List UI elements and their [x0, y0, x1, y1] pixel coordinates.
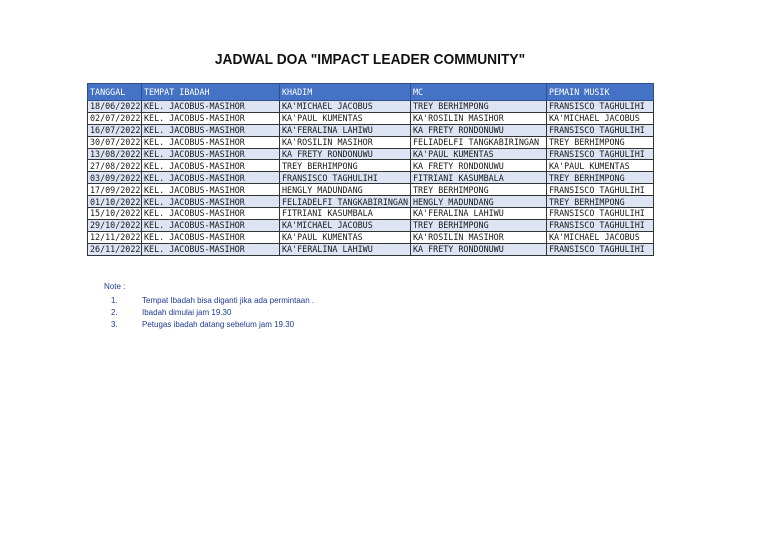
table-row — [88, 231, 654, 243]
cell-khadim: KA'FERALINA LAHIWU — [280, 243, 411, 255]
cell-pemain-musik: TREY BERHIMPONG — [547, 196, 654, 208]
cell-khadim: TREY BERHIMPONG — [280, 160, 411, 172]
cell-pemain-musik: KA'MICHAEL JACOBUS — [547, 231, 654, 243]
cell-tanggal: 30/07/2022 — [88, 136, 142, 148]
note-item — [104, 318, 314, 330]
cell-tempat-ibadah: KEL. JACOBUS-MASIHOR — [142, 101, 280, 113]
cell-khadim: FRANSISCO TAGHULIHI — [280, 172, 411, 184]
cell-mc: KA FRETY RONDONUWU — [411, 160, 547, 172]
cell-tanggal: 18/06/2022 — [88, 101, 142, 113]
cell-tanggal: 03/09/2022 — [88, 172, 142, 184]
page-title: JADWAL DOA "IMPACT LEADER COMMUNITY" — [214, 51, 526, 68]
cell-tanggal: 17/09/2022 — [88, 184, 142, 196]
cell-mc: KA FRETY RONDONUWU — [411, 243, 547, 255]
cell-khadim: KA'PAUL KUMENTAS — [280, 231, 411, 243]
cell-tanggal: 02/07/2022 — [88, 112, 142, 124]
cell-khadim: KA'ROSILIN MASIHOR — [280, 136, 411, 148]
cell-mc: KA'ROSILIN MASIHOR — [411, 231, 547, 243]
cell-pemain-musik: FRANSISCO TAGHULIHI — [547, 184, 654, 196]
table-row — [88, 136, 654, 148]
cell-tanggal: 27/08/2022 — [88, 160, 142, 172]
cell-khadim: FELIADELFI TANGKABIRINGAN — [280, 196, 411, 208]
cell-tanggal: 01/10/2022 — [88, 196, 142, 208]
table-row — [88, 219, 654, 231]
table-body — [88, 101, 654, 256]
cell-khadim: FITRIANI KASUMBALA — [280, 208, 411, 220]
table-row — [88, 148, 654, 160]
cell-mc: KA'FERALINA LAHIWU — [411, 208, 547, 220]
cell-tempat-ibadah: KEL. JACOBUS-MASIHOR — [142, 208, 280, 220]
cell-tanggal: 16/07/2022 — [88, 124, 142, 136]
note-text: Ibadah dimulai jam 19.30 — [142, 307, 232, 317]
table-row — [88, 101, 654, 113]
header-mc: MC — [411, 84, 547, 101]
notes-section — [104, 282, 314, 330]
cell-tanggal: 26/11/2022 — [88, 243, 142, 255]
cell-pemain-musik: FRANSISCO TAGHULIHI — [547, 148, 654, 160]
table-row — [88, 208, 654, 220]
cell-pemain-musik: TREY BERHIMPONG — [547, 172, 654, 184]
cell-mc: FELIADELFI TANGKABIRINGAN — [411, 136, 547, 148]
notes-title: Note : — [104, 282, 126, 291]
cell-pemain-musik: FRANSISCO TAGHULIHI — [547, 124, 654, 136]
cell-mc: KA'ROSILIN MASIHOR — [411, 112, 547, 124]
cell-tempat-ibadah: KEL. JACOBUS-MASIHOR — [142, 160, 280, 172]
cell-tempat-ibadah: KEL. JACOBUS-MASIHOR — [142, 196, 280, 208]
cell-khadim: KA'MICHAEL JACOBUS — [280, 219, 411, 231]
cell-mc: TREY BERHIMPONG — [411, 184, 547, 196]
cell-mc: TREY BERHIMPONG — [411, 101, 547, 113]
cell-tempat-ibadah: KEL. JACOBUS-MASIHOR — [142, 184, 280, 196]
cell-pemain-musik: KA'MICHAEL JACOBUS — [547, 112, 654, 124]
note-item — [104, 294, 314, 306]
note-item — [104, 306, 314, 318]
table-row — [88, 196, 654, 208]
cell-khadim: HENGLY MADUNDANG — [280, 184, 411, 196]
header-khadim: KHADIM — [280, 84, 411, 101]
table-row — [88, 184, 654, 196]
cell-tanggal: 29/10/2022 — [88, 219, 142, 231]
cell-tempat-ibadah: KEL. JACOBUS-MASIHOR — [142, 112, 280, 124]
cell-tempat-ibadah: KEL. JACOBUS-MASIHOR — [142, 231, 280, 243]
note-number: 3. — [111, 319, 118, 329]
header-pemain-musik: PEMAIN MUSIK — [547, 84, 654, 101]
note-number: 1. — [111, 295, 118, 305]
note-number: 2. — [111, 307, 118, 317]
cell-tempat-ibadah: KEL. JACOBUS-MASIHOR — [142, 243, 280, 255]
cell-khadim: KA'PAUL KUMENTAS — [280, 112, 411, 124]
header-tempat-ibadah: TEMPAT IBADAH — [142, 84, 280, 101]
cell-mc: KA'PAUL KUMENTAS — [411, 148, 547, 160]
note-text: Tempat Ibadah bisa diganti jika ada permintaan . — [142, 295, 315, 305]
cell-mc: HENGLY MADUNDANG — [411, 196, 547, 208]
note-text: Petugas ibadah datang sebelum jam 19.30 — [142, 319, 295, 329]
cell-tempat-ibadah: KEL. JACOBUS-MASIHOR — [142, 136, 280, 148]
header-tanggal: TANGGAL — [88, 84, 142, 101]
cell-tanggal: 12/11/2022 — [88, 231, 142, 243]
cell-khadim: KA'FERALINA LAHIWU — [280, 124, 411, 136]
cell-tempat-ibadah: KEL. JACOBUS-MASIHOR — [142, 219, 280, 231]
cell-tanggal: 13/08/2022 — [88, 148, 142, 160]
table-row — [88, 160, 654, 172]
table-row — [88, 243, 654, 255]
cell-tempat-ibadah: KEL. JACOBUS-MASIHOR — [142, 148, 280, 160]
cell-pemain-musik: TREY BERHIMPONG — [547, 136, 654, 148]
cell-mc: FITRIANI KASUMBALA — [411, 172, 547, 184]
cell-pemain-musik: KA'PAUL KUMENTAS — [547, 160, 654, 172]
cell-khadim: KA FRETY RONDONUWU — [280, 148, 411, 160]
cell-pemain-musik: FRANSISCO TAGHULIHI — [547, 208, 654, 220]
cell-mc: TREY BERHIMPONG — [411, 219, 547, 231]
cell-khadim: KA'MICHAEL JACOBUS — [280, 101, 411, 113]
cell-tempat-ibadah: KEL. JACOBUS-MASIHOR — [142, 124, 280, 136]
cell-tanggal: 15/10/2022 — [88, 208, 142, 220]
cell-tempat-ibadah: KEL. JACOBUS-MASIHOR — [142, 172, 280, 184]
table-row — [88, 124, 654, 136]
schedule-table — [87, 83, 654, 256]
table-row — [88, 172, 654, 184]
cell-pemain-musik: FRANSISCO TAGHULIHI — [547, 219, 654, 231]
cell-pemain-musik: FRANSISCO TAGHULIHI — [547, 101, 654, 113]
table-header-row — [88, 84, 654, 101]
cell-mc: KA FRETY RONDONUWU — [411, 124, 547, 136]
cell-pemain-musik: FRANSISCO TAGHULIHI — [547, 243, 654, 255]
table-row — [88, 112, 654, 124]
